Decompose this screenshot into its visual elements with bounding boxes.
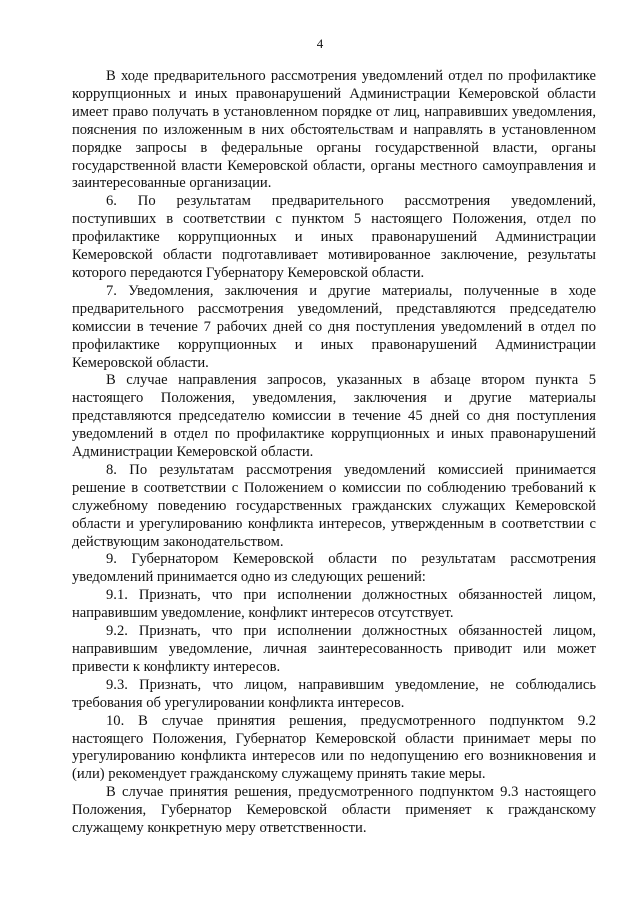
document-body xyxy=(72,68,596,838)
paragraph-item-9: 9. Губернатором Кемеровской области по результатам рассмотрения уведомлений принимается одно из следующих решений: xyxy=(72,551,596,586)
paragraph-item-7: 7. Уведомления, заключения и другие материалы, полученные в ходе предварительного рассмотрения уведомлений, представляются председателю комиссии в течение 7 рабочих дней со дня поступления уведомлений в отдел по профилактике коррупционных и иных правонарушений Администрации Кемеровской области. xyxy=(72,282,596,371)
paragraph-item-8: 8. По результатам рассмотрения уведомлений комиссией принимается решение в соответствии с Положением о комиссии по соблюдению требований к служебному поведению государственных гражданских служащих Кемеровской области и урегулированию конфликта интересов, утвержденным в соответствии с действующим законодательством. xyxy=(72,461,596,550)
paragraph-preliminary-review: В ходе предварительного рассмотрения уведомлений отдел по профилактике коррупционных и иных правонарушений Администрации Кемеровской области имеет право получать в установленном порядке от лиц, направивших уведомления, пояснения по изложенным в них обстоятельствам и направлять в установленном порядке запросы в федеральные органы государственной власти, органы государственной власти Кемеровской области, органы местного самоуправления и заинтересованные организации. xyxy=(72,68,596,192)
paragraph-item-6: 6. По результатам предварительного рассмотрения уведомлений, поступивших в соответствии с пунктом 5 настоящего Положения, отдел по профилактике коррупционных и иных правонарушений Администрации Кемеровской области подготавливает мотивированное заключение, результаты которого передаются Губернатору Кемеровской области. xyxy=(72,193,596,281)
paragraph-decision-9-3: В случае принятия решения, предусмотренного подпунктом 9.3 настоящего Положения, Губернатор Кемеровской области применяет к гражданскому служащему конкретную меру ответственности. xyxy=(72,784,596,837)
paragraph-item-9-3: 9.3. Признать, что лицом, направившим уведомление, не соблюдались требования об урегулировании конфликта интересов. xyxy=(72,676,596,711)
paragraph-item-9-1: 9.1. Признать, что при исполнении должностных обязанностей лицом, направившим уведомление, конфликт интересов отсутствует. xyxy=(72,587,596,622)
page-number: 4 xyxy=(316,36,324,51)
paragraph-item-9-2: 9.2. Признать, что при исполнении должностных обязанностей лицом, направившим уведомление, личная заинтересованность приводит или может привести к конфликту интересов. xyxy=(72,623,596,675)
paragraph-requests-case: В случае направления запросов, указанных в абзаце втором пункта 5 настоящего Положения, уведомления, заключения и другие материалы представляются председателю комиссии в течение 45 дней со дня поступления уведомлений в отдел по профилактике коррупционных и иных правонарушений Администрации Кемеровской области. xyxy=(72,372,596,461)
paragraph-item-10: 10. В случае принятия решения, предусмотренного подпунктом 9.2 настоящего Положения, Губернатор Кемеровской области принимает меры по урегулированию конфликта интересов или по недопущению его возникновения и (или) рекомендует гражданскому служащему принять такие меры. xyxy=(72,712,596,783)
